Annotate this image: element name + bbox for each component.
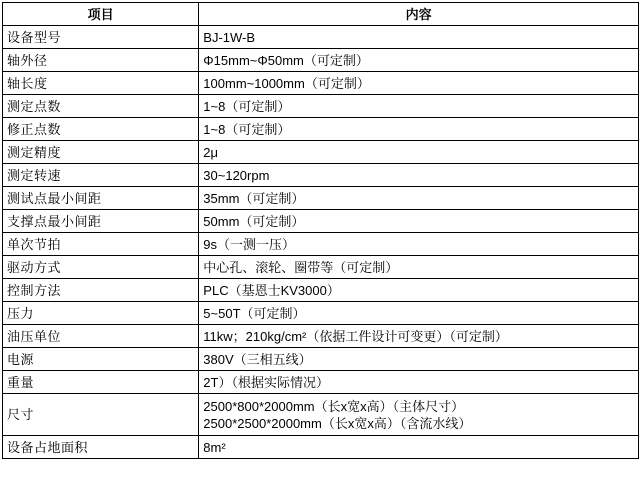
row-label: 修正点数: [3, 118, 199, 141]
table-row: [3, 118, 639, 141]
row-label: 测定精度: [3, 141, 199, 164]
row-label: 测定点数: [3, 95, 199, 118]
row-label: 压力: [3, 302, 199, 325]
table-row: [3, 233, 639, 256]
row-value: 9s（一测一压）: [199, 233, 639, 256]
row-value: 8m²: [199, 436, 639, 459]
row-value: 50mm（可定制）: [199, 210, 639, 233]
row-label: 设备占地面积: [3, 436, 199, 459]
table-row: [3, 49, 639, 72]
table-row: [3, 72, 639, 95]
table-row: [3, 256, 639, 279]
table-row: [3, 394, 639, 436]
row-value: 100mm~1000mm（可定制）: [199, 72, 639, 95]
row-label: 重量: [3, 371, 199, 394]
row-value: 35mm（可定制）: [199, 187, 639, 210]
header-item: 项目: [3, 3, 199, 26]
row-value: 30~120rpm: [199, 164, 639, 187]
table-row: [3, 371, 639, 394]
row-label: 驱动方式: [3, 256, 199, 279]
table-body: [3, 3, 639, 459]
row-label: 测试点最小间距: [3, 187, 199, 210]
header-content: 内容: [199, 3, 639, 26]
table-row: [3, 302, 639, 325]
row-value-line: 2500*2500*2000mm（长x宽x高）（含流水线）: [203, 415, 472, 431]
row-value-line: 2500*800*2000mm（长x宽x高）（主体尺寸）: [203, 398, 465, 414]
specification-table: [2, 2, 639, 459]
row-value: 中心孔、滚轮、圈带等（可定制）: [199, 256, 639, 279]
row-value: BJ-1W-B: [199, 26, 639, 49]
table-row: [3, 348, 639, 371]
table-row: [3, 436, 639, 459]
row-value: 1~8（可定制）: [199, 95, 639, 118]
row-value: 5~50T（可定制）: [199, 302, 639, 325]
row-label: 支撑点最小间距: [3, 210, 199, 233]
table-row: [3, 95, 639, 118]
table-row: [3, 210, 639, 233]
row-value: Φ15mm~Φ50mm（可定制）: [199, 49, 639, 72]
row-value: 11kw；210kg/cm²（依据工件设计可变更）（可定制）: [199, 325, 639, 348]
row-value: 2T）（根据实际情况）: [199, 371, 639, 394]
row-value: 2μ: [199, 141, 639, 164]
row-label: 轴长度: [3, 72, 199, 95]
row-label: 设备型号: [3, 26, 199, 49]
row-value: PLC（基恩士KV3000）: [199, 279, 639, 302]
row-value: 1~8（可定制）: [199, 118, 639, 141]
row-value: 380V（三相五线）: [199, 348, 639, 371]
table-row: [3, 26, 639, 49]
table-row: [3, 279, 639, 302]
table-row: [3, 141, 639, 164]
table-row: [3, 187, 639, 210]
row-value: [199, 394, 639, 436]
row-label: 电源: [3, 348, 199, 371]
table-row: [3, 164, 639, 187]
row-label: 油压单位: [3, 325, 199, 348]
table-row: [3, 325, 639, 348]
table-header-row: [3, 3, 639, 26]
row-label: 尺寸: [3, 394, 199, 436]
row-label: 轴外径: [3, 49, 199, 72]
row-label: 控制方法: [3, 279, 199, 302]
row-label: 测定转速: [3, 164, 199, 187]
row-label: 单次节拍: [3, 233, 199, 256]
